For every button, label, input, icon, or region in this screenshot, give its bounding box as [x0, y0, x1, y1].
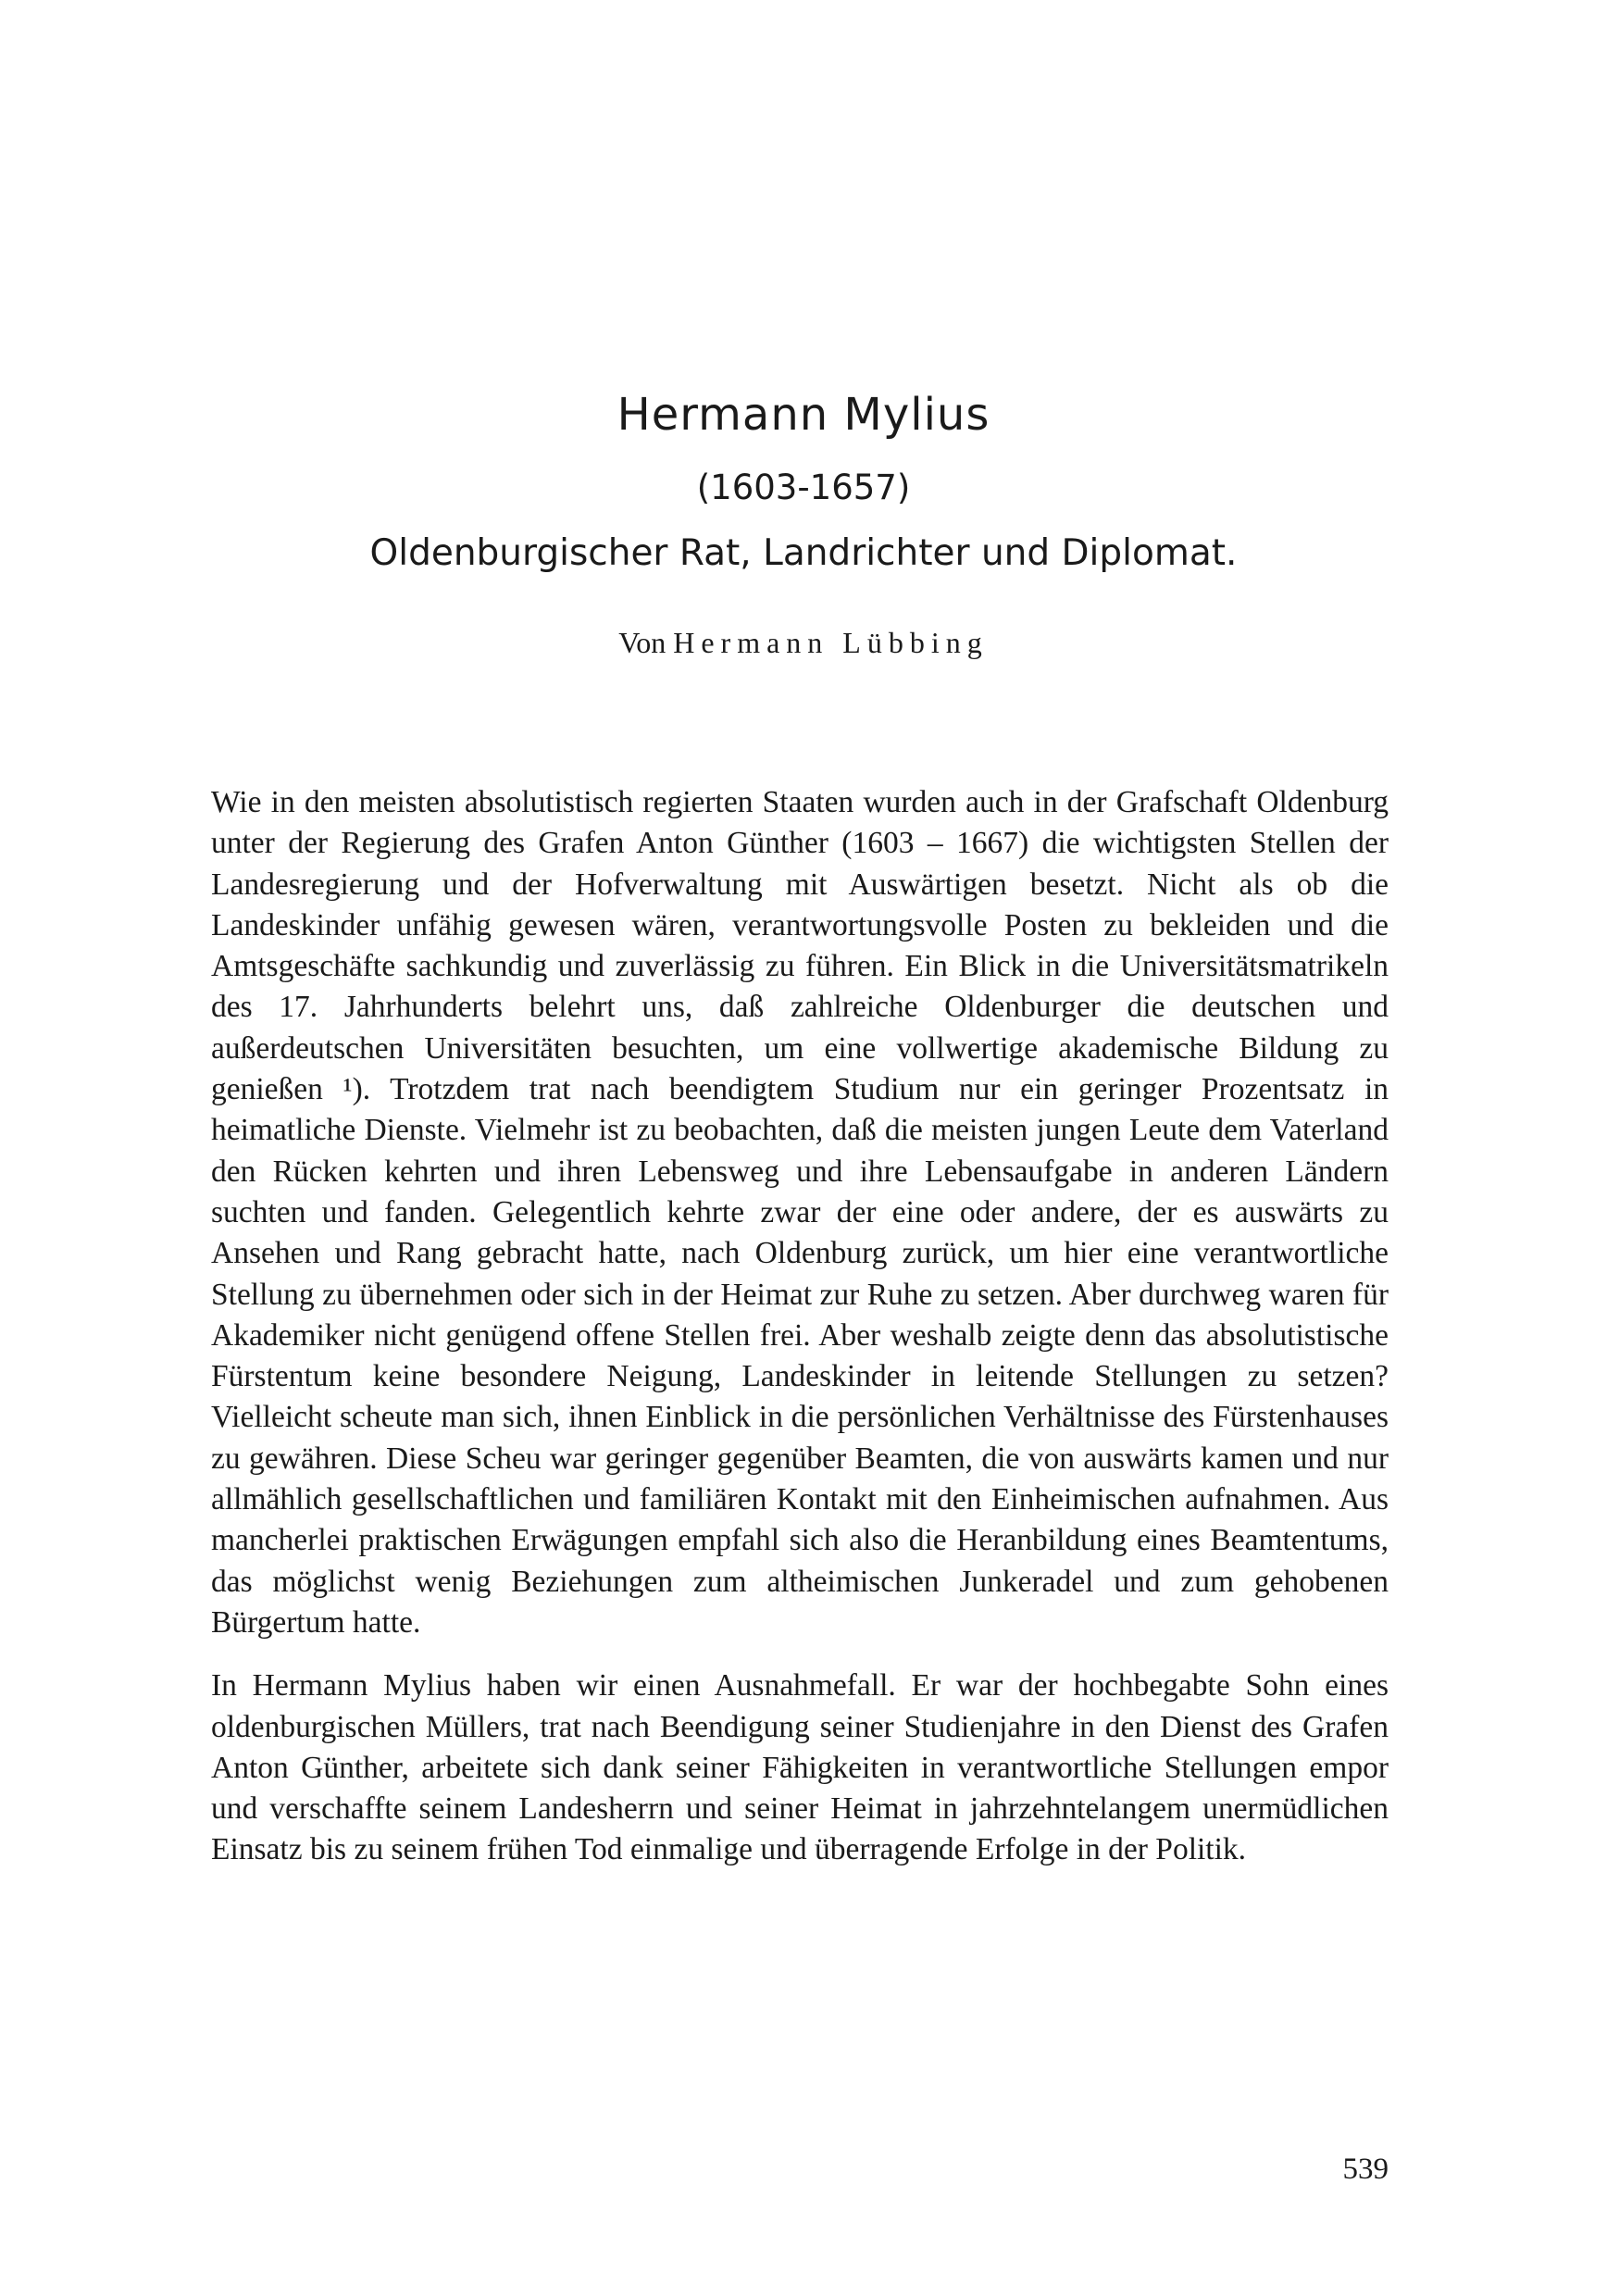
- byline-author: Hermann Lübbing: [673, 626, 989, 659]
- body-paragraph-1: Wie in den meisten absolutistisch regierten Staaten wurden auch in der Grafschaft Oldenburg unter der Regierung des Grafen Anton Günther (1603 – 1667) die wichtigsten Stellen der Landesregierung und der Hofverwaltung mit Auswärtigen besetzt. Nicht als ob die Landeskinder unfähig gewesen wären, verantwortungsvolle Posten zu bekleiden und die Amtsgeschäfte sachkundig und zuverlässig zu führen. Ein Blick in die Universitätsmatrikeln des 17. Jahrhunderts belehrt uns, daß zahlreiche Oldenburger die deutschen und außerdeutschen Universitäten besuchten, um eine vollwertige akademische Bildung zu genießen ¹). Trotzdem trat nach beendigtem Studium nur ein geringer Prozentsatz in heimatliche Dienste. Vielmehr ist zu beobachten, daß die meisten jungen Leute dem Vaterland den Rücken kehrten und ihren Lebensweg und ihre Lebensaufgabe in anderen Ländern suchten und fanden. Gelegentlich kehrte zwar der eine oder andere, der es auswärts zu Ansehen und Rang gebracht hatte, nach Oldenburg zurück, um hier eine verantwortliche Stellung zu übernehmen oder sich in der Heimat zur Ruhe zu setzen. Aber durchweg waren für Akademiker nicht genügend offene Stellen frei. Aber weshalb zeigte denn das absolutistische Fürstentum keine besondere Neigung, Landeskinder in leitende Stellungen zu setzen? Vielleicht scheute man sich, ihnen Einblick in die persönlichen Verhältnisse des Fürstenhauses zu gewähren. Diese Scheu war geringer gegenüber Beamten, die von auswärts kamen und nur allmählich gesellschaftlichen und familiären Kontakt mit den Einheimischen aufnahmen. Aus mancherlei praktischen Erwägungen empfahl sich also die Heranbildung eines Beamtentums, das möglichst wenig Beziehungen zum altheimischen Junkeradel und zum gehobenen Bürgertum hatte.: [211, 785, 1389, 1640]
- byline: [0, 626, 1607, 660]
- byline-prefix: Von: [618, 626, 666, 659]
- article-subtitle: Oldenburgischer Rat, Landrichter und Diplomat.: [369, 532, 1238, 574]
- article-title: Hermann Mylius: [617, 389, 990, 441]
- article-body: [211, 782, 1389, 1871]
- body-paragraph-2: In Hermann Mylius haben wir einen Ausnahmefall. Er war der hochbegabte Sohn eines oldenburgischen Müllers, trat nach Beendigung seiner Studienjahre in den Dienst des Grafen Anton Günther, arbeitete sich dank seiner Fähigkeiten in verantwortliche Stellungen empor und verschaffte seinem Landesherrn und seiner Heimat in jahrzehntelangem unermüdlichen Einsatz bis zu seinem frühen Tod einmalige und überragende Erfolge in der Politik.: [211, 1668, 1389, 1867]
- life-dates: (1603-1657): [696, 468, 911, 507]
- page-number: 539: [1342, 2152, 1389, 2186]
